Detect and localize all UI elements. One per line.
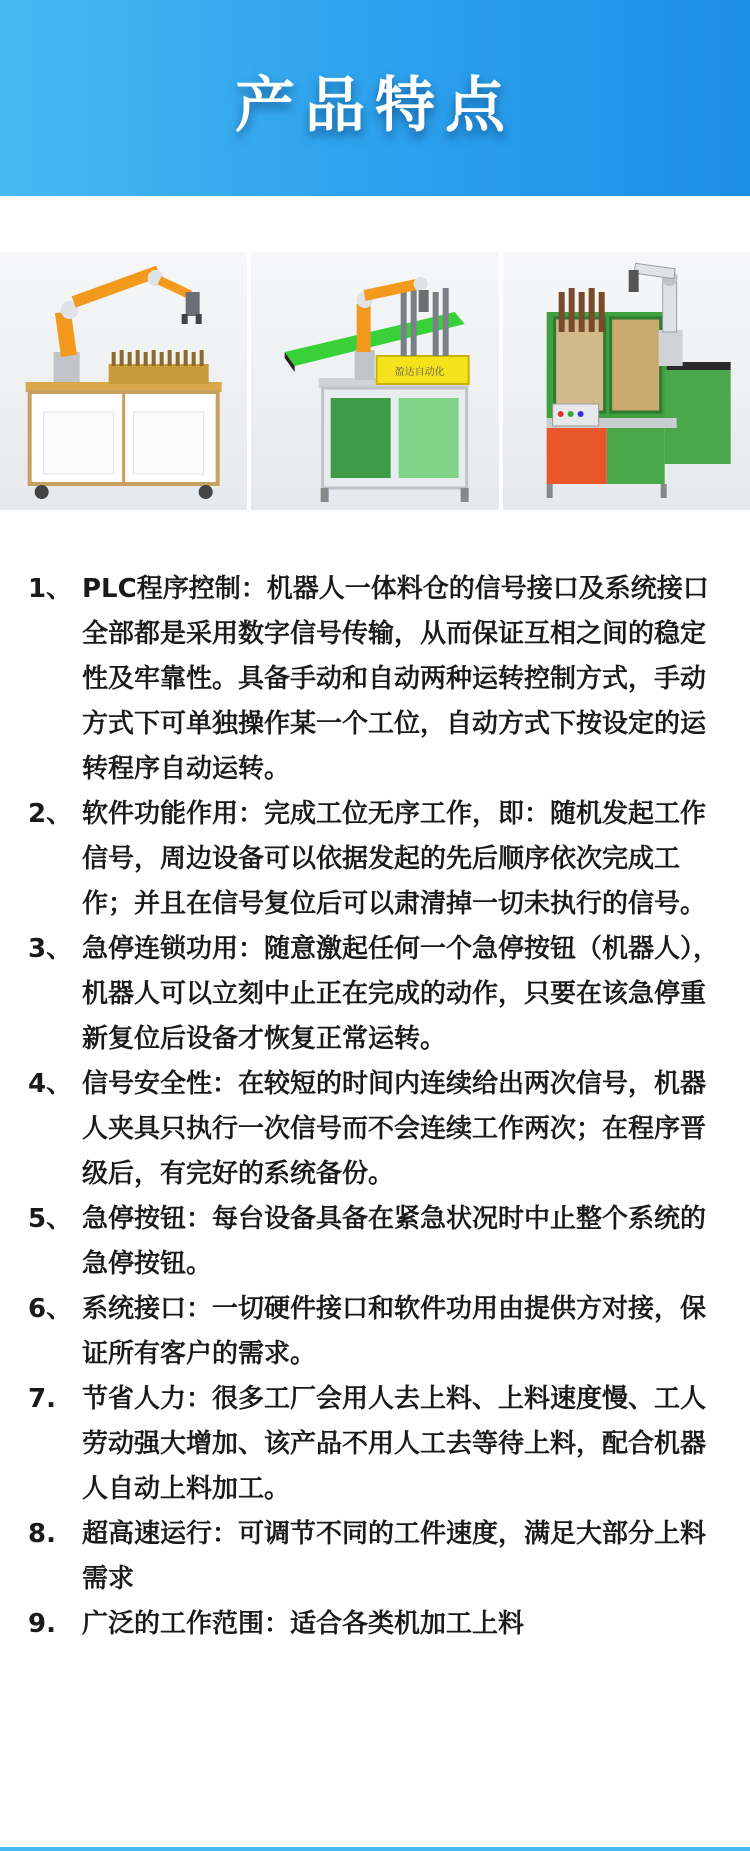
machine-label: 盈达自动化 — [394, 367, 445, 378]
feature-number: 4、 — [28, 1069, 73, 1099]
feature-list — [28, 567, 728, 1647]
list-item — [28, 1602, 728, 1647]
feature-text: 系统接口：一切硬件接口和软件功用由提供方对接，保证所有客户的需求。 — [82, 1294, 707, 1369]
feature-number: 6、 — [28, 1294, 73, 1324]
product-photo-3 — [503, 252, 750, 510]
feature-text: 急停按钮：每台设备具备在紧急状况时中止整个系统的急停按钮。 — [82, 1204, 707, 1279]
robot-arm-enclosed-cell-machine-icon — [503, 252, 750, 510]
list-item — [28, 927, 728, 1062]
product-photos — [0, 252, 750, 510]
feature-text: 软件功能作用：完成工位无序工作，即：随机发起工作信号，周边设备可以依据发起的先后顺序依次完成工作；并且在信号复位后可以肃清掉一切未执行的信号。 — [82, 799, 707, 919]
feature-text: 广泛的工作范围：适合各类机加工上料 — [82, 1609, 525, 1639]
feature-text: 信号安全性：在较短的时间内连续给出两次信号，机器人夹具只执行一次信号而不会连续工作两次；在程序晋级后，有完好的系统备份。 — [82, 1069, 707, 1189]
feature-text: 节省人力：很多工厂会用人去上料、上料速度慢、工人劳动强大增加、该产品不用人工去等待上料，配合机器人自动上料加工。 — [82, 1384, 707, 1504]
feature-number: 5、 — [28, 1204, 73, 1234]
feature-number: 8. — [28, 1519, 56, 1549]
page-title: 产品特点 — [235, 71, 515, 141]
product-photo-1 — [0, 252, 247, 510]
title-banner — [0, 0, 750, 196]
bottom-divider — [0, 1847, 750, 1851]
feature-number: 3、 — [28, 934, 73, 964]
robot-arm-parts-tray-machine-icon — [0, 252, 247, 510]
list-item — [28, 792, 728, 927]
feature-number: 2、 — [28, 799, 73, 829]
list-item — [28, 1512, 728, 1602]
feature-text: PLC程序控制：机器人一体料仓的信号接口及系统接口全部都是采用数字信号传输，从而保证互相之间的稳定性及牢靠性。具备手动和自动两种运转控制方式，手动方式下可单独操作某一个工位，自动方式下按设定的运转程序自动运转。 — [82, 574, 709, 784]
list-item — [28, 567, 728, 792]
list-item — [28, 1377, 728, 1512]
feature-text: 急停连锁功用：随意激起任何一个急停按钮（机器人），机器人可以立刻中止正在完成的动作，只要在该急停重新复位后设备才恢复正常运转。 — [82, 934, 720, 1054]
feature-number: 1、 — [28, 574, 73, 604]
list-item — [28, 1197, 728, 1287]
feature-text: 超高速运行：可调节不同的工件速度，满足大部分上料需求 — [82, 1519, 707, 1594]
feature-number: 9. — [28, 1609, 56, 1639]
robot-arm-conveyor-machine-icon — [251, 252, 498, 510]
product-photo-2 — [251, 252, 498, 510]
list-item — [28, 1062, 728, 1197]
feature-number: 7. — [28, 1384, 56, 1414]
list-item — [28, 1287, 728, 1377]
